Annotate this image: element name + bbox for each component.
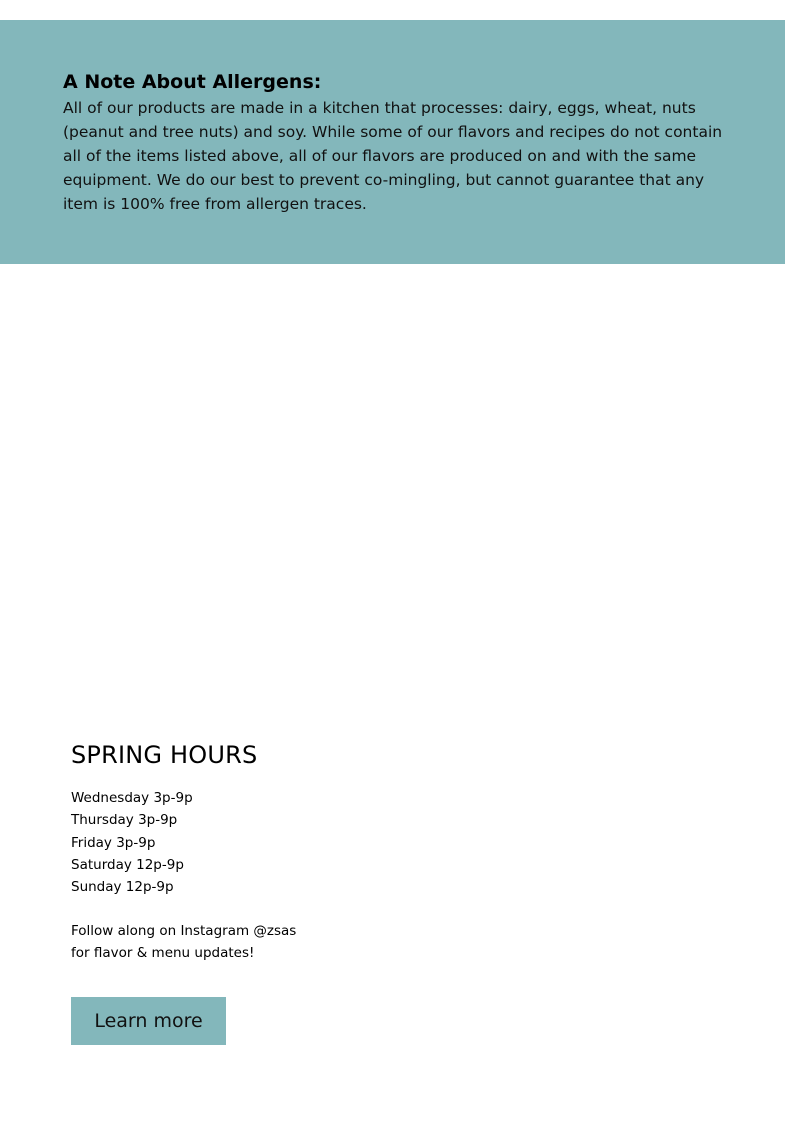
- instagram-follow-line-1: Follow along on Instagram @zsas: [71, 923, 297, 939]
- learn-more-button[interactable]: Learn more: [71, 997, 226, 1045]
- hours-item-saturday: Saturday 12p-9p: [71, 856, 184, 873]
- allergen-note-body: All of our products are made in a kitchen that processes: dairy, eggs, wheat, nuts (peanut and tree nuts) and soy. While some of our flavors and recipes do not contain all of the items listed above, all of our flavors are produced on and with the same equipment. We do our best to prevent co-mingling, but cannot guarantee that any item is 100% free from allergen traces.: [63, 99, 723, 213]
- hours-item-wednesday: Wednesday 3p-9p: [71, 790, 193, 806]
- hours-list: [71, 787, 193, 898]
- instagram-follow-text: [71, 920, 371, 964]
- spring-hours-title: SPRING HOURS: [71, 741, 258, 769]
- allergen-note-title: A Note About Allergens:: [63, 71, 322, 93]
- hours-item-sunday: Sunday 12p-9p: [71, 879, 174, 896]
- hours-item-thursday: Thursday 3p-9p: [71, 812, 178, 829]
- instagram-follow-line-2: for flavor & menu updates!: [71, 945, 255, 961]
- hours-item-friday: Friday 3p-9p: [71, 834, 156, 851]
